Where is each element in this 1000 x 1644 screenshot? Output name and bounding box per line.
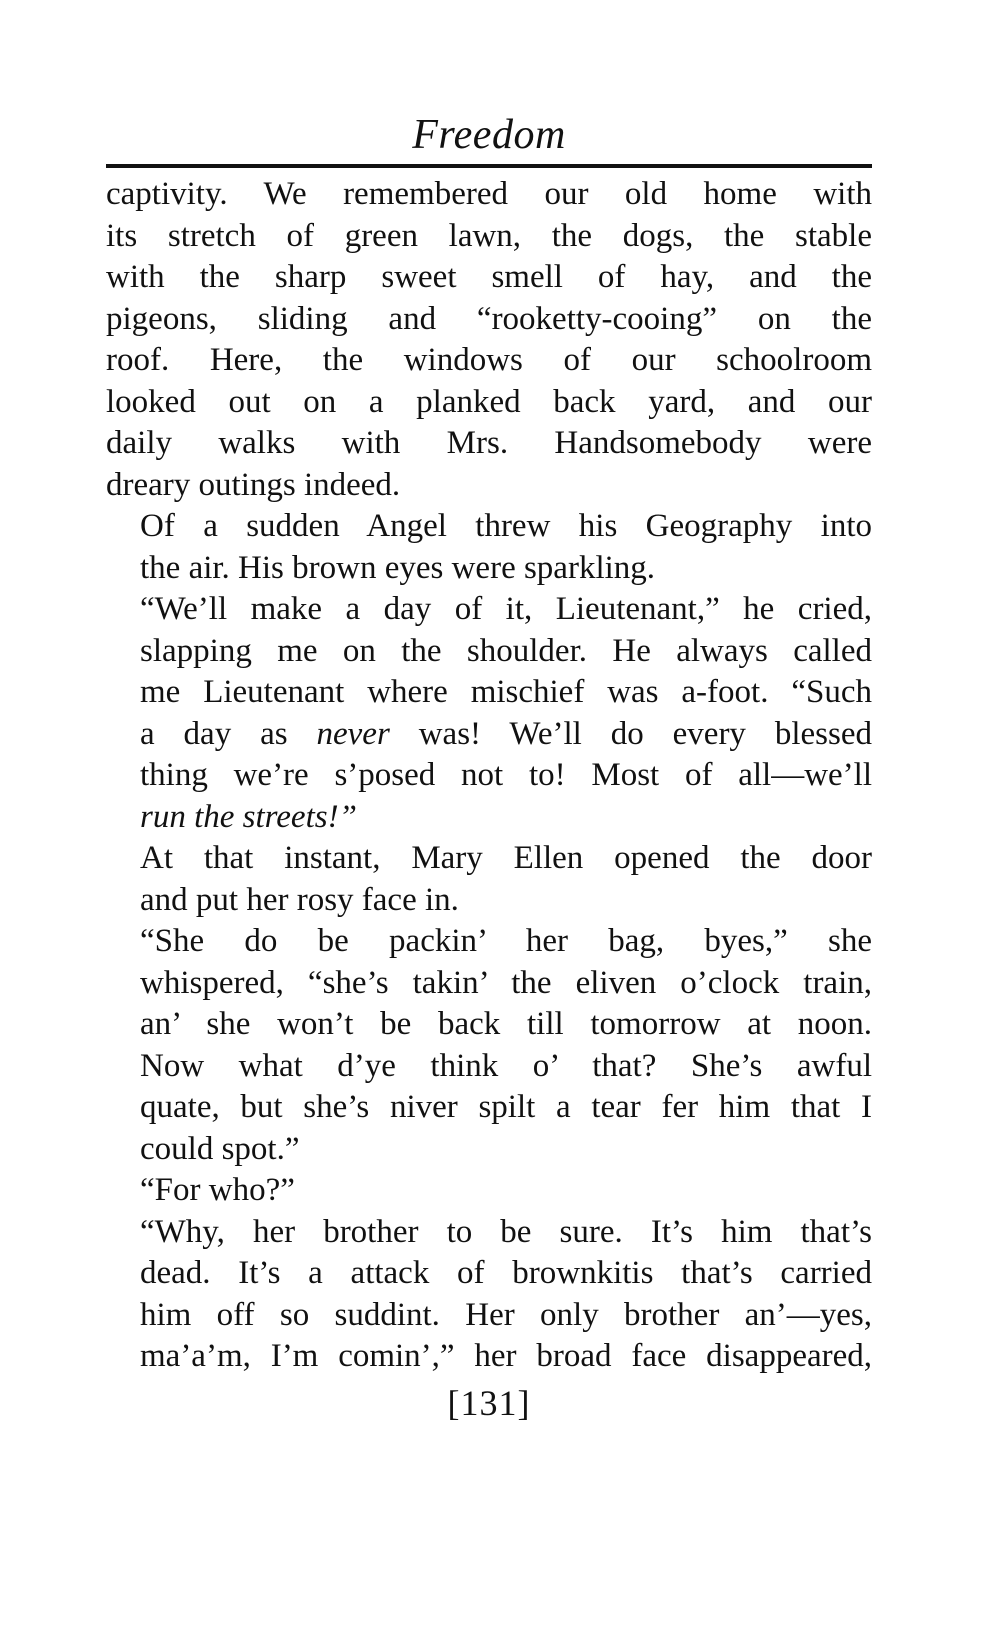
text-line: with the sharp sweet smell of hay, and the [106,259,872,295]
text-line: a day as never was! We’ll do every blessed [140,715,872,752]
header-rule [106,164,872,168]
italic-word: never [316,715,390,752]
body-text [106,174,872,1378]
text-line: could spot.” [140,1130,300,1167]
text-line: At that instant, Mary Ellen opened the door [140,840,872,876]
paragraph [106,174,872,506]
paragraph [106,506,872,589]
text-line: Now what d’ye think o’ that? She’s awful [140,1047,872,1084]
text-line: ma’a’m, I’m comin’,” her broad face disappeared, [140,1338,872,1374]
text-line: “She do be packin’ her bag, byes,” she [140,923,872,959]
text-line: pigeons, sliding and “rooketty-cooing” on the [106,300,872,337]
paragraph [106,589,872,838]
text-line: “For who?” [140,1172,295,1208]
text-line: its stretch of green lawn, the dogs, the stable [106,217,872,254]
text-line: roof. Here, the windows of our schoolroom [106,342,872,378]
running-head: Freedom [412,112,566,158]
text-line: dead. It’s a attack of brownkitis that’s carried [140,1255,872,1291]
text-line: “Why, her brother to be sure. It’s him that’s [140,1213,872,1250]
text-line: dreary outings indeed. [106,466,401,503]
text-line: and put her rosy face in. [140,881,459,918]
text-line: Of a sudden Angel threw his Geography into [140,508,872,544]
text-line: thing we’re s’posed not to! Most of all—we’ll [140,757,872,793]
paragraph [106,921,872,1170]
text-line: an’ she won’t be back till tomorrow at noon. [140,1006,872,1042]
text-line: the air. His brown eyes were sparkling. [140,549,656,586]
paragraph [106,838,872,921]
text-line: captivity. We remembered our old home with [106,176,872,212]
page-number: [131] [447,1383,531,1423]
paragraph [106,1170,872,1212]
text-line: quate, but she’s niver spilt a tear fer him that I [140,1089,872,1125]
text-line: daily walks with Mrs. Handsomebody were [106,425,872,461]
text-line: looked out on a planked back yard, and our [106,383,872,420]
text-line: whispered, “she’s takin’ the eliven o’clock train, [140,964,872,1001]
text-line: him off so suddint. Her only brother an’—yes, [140,1296,872,1333]
text-line: slapping me on the shoulder. He always called [140,632,872,669]
text-line: “We’ll make a day of it, Lieutenant,” he cried, [140,591,872,627]
paragraph [106,1212,872,1378]
text-line: me Lieutenant where mischief was a-foot. “Such [140,674,872,710]
text-line-italic: run the streets!” [140,798,357,835]
